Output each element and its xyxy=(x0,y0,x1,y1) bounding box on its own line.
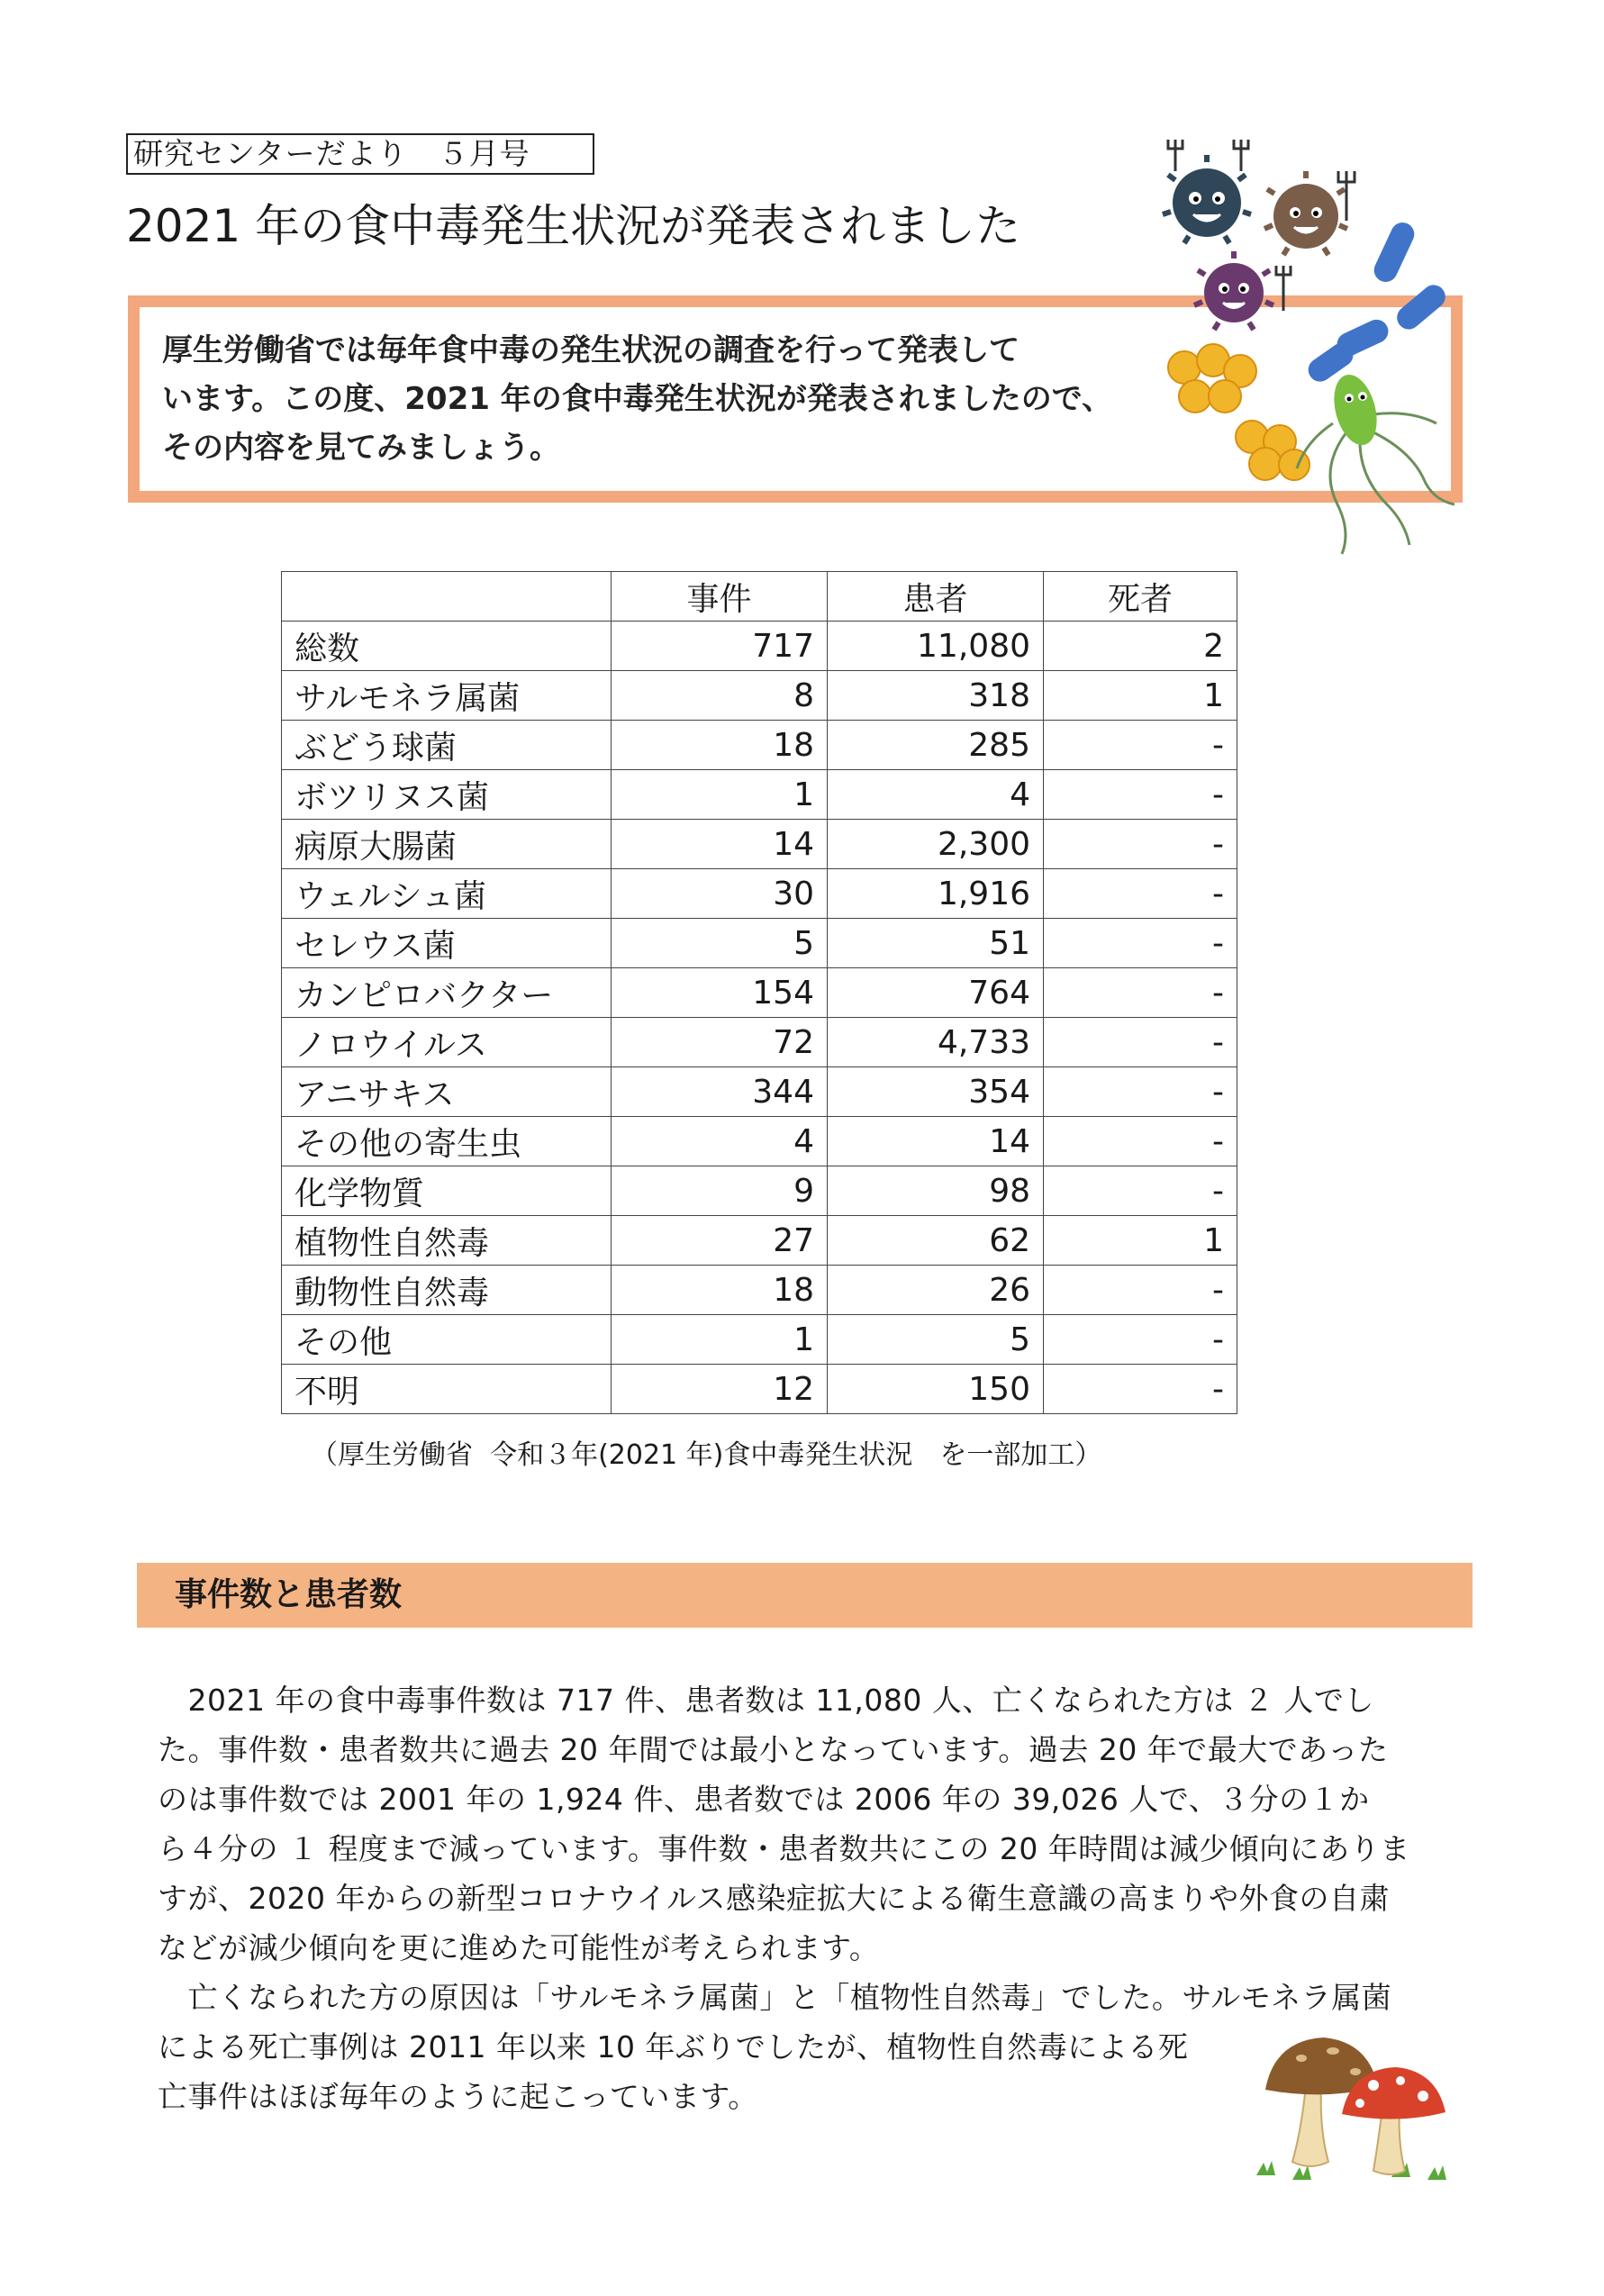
value-cell: 1 xyxy=(612,770,828,820)
body-line: のは事件数では 2001 年の 1,924 件、患者数では 2006 年の 39,026 人で、３分の１か xyxy=(158,1782,1370,1817)
category-cell: 動物性自然毒 xyxy=(282,1266,612,1315)
value-cell: - xyxy=(1044,1067,1237,1117)
category-cell: カンピロバクター xyxy=(282,968,612,1018)
value-cell: 717 xyxy=(612,622,828,671)
table-row xyxy=(282,1117,1237,1166)
table-row xyxy=(282,968,1237,1018)
body-line: ら４分の １ 程度まで減っています。事件数・患者数共にこの 20 年時間は減少傾向にありま xyxy=(158,1831,1410,1866)
intro-line: います。この度、2021 年の食中毒発生状況が発表されましたので、 xyxy=(162,381,1113,417)
column-header: 死者 xyxy=(1044,572,1237,622)
value-cell: 14 xyxy=(612,820,828,869)
category-cell: セレウス菌 xyxy=(282,919,612,968)
value-cell: 4,733 xyxy=(828,1018,1044,1067)
section-heading: 事件数と患者数 xyxy=(175,1576,403,1613)
table-header-row xyxy=(282,572,1237,622)
category-cell: その他 xyxy=(282,1315,612,1365)
category-cell: 植物性自然毒 xyxy=(282,1216,612,1266)
value-cell: - xyxy=(1044,1166,1237,1216)
table-row xyxy=(282,1166,1237,1216)
value-cell: 1 xyxy=(612,1315,828,1365)
category-cell: アニサキス xyxy=(282,1067,612,1117)
table-row xyxy=(282,770,1237,820)
value-cell: 1 xyxy=(1044,671,1237,721)
value-cell: 9 xyxy=(612,1166,828,1216)
column-header xyxy=(282,572,612,622)
germ-characters-illustration xyxy=(1157,135,1464,558)
value-cell: - xyxy=(1044,1315,1237,1365)
body-line: などが減少傾向を更に進めた可能性が考えられます。 xyxy=(158,1930,880,1965)
value-cell: - xyxy=(1044,1117,1237,1166)
table-row xyxy=(282,869,1237,919)
body-line: すが、2020 年からの新型コロナウイルス感染症拡大による衛生意識の高まりや外食の自粛 xyxy=(158,1881,1390,1916)
category-cell: 化学物質 xyxy=(282,1166,612,1216)
table-row xyxy=(282,820,1237,869)
body-line: 亡事件はほぼ毎年のように起こっています。 xyxy=(158,2079,758,2114)
category-cell: サルモネラ属菌 xyxy=(282,671,612,721)
value-cell: 14 xyxy=(828,1117,1044,1166)
column-header: 患者 xyxy=(828,572,1044,622)
value-cell: 1,916 xyxy=(828,869,1044,919)
value-cell: 26 xyxy=(828,1266,1044,1315)
value-cell: 5 xyxy=(612,919,828,968)
value-cell: 8 xyxy=(612,671,828,721)
table-row xyxy=(282,1365,1237,1414)
value-cell: 51 xyxy=(828,919,1044,968)
value-cell: 154 xyxy=(612,968,828,1018)
table-row xyxy=(282,671,1237,721)
section-body xyxy=(158,1675,1410,2121)
intro-line: その内容を見てみましょう。 xyxy=(162,430,560,466)
value-cell: 318 xyxy=(828,671,1044,721)
category-cell: ウェルシュ菌 xyxy=(282,869,612,919)
table-row xyxy=(282,919,1237,968)
value-cell: 98 xyxy=(828,1166,1044,1216)
page-title: 2021 年の食中毒発生状況が発表されました xyxy=(126,200,1021,252)
table-row xyxy=(282,1018,1237,1067)
table-row xyxy=(282,622,1237,671)
value-cell: 62 xyxy=(828,1216,1044,1266)
value-cell: 2 xyxy=(1044,622,1237,671)
newsletter-tag: 研究センターだより ５月号 xyxy=(126,133,594,175)
mushroom-illustration xyxy=(1256,2031,1464,2184)
value-cell: - xyxy=(1044,968,1237,1018)
value-cell: - xyxy=(1044,919,1237,968)
value-cell: 18 xyxy=(612,1266,828,1315)
value-cell: 12 xyxy=(612,1365,828,1414)
category-cell: 病原大腸菌 xyxy=(282,820,612,869)
table-row xyxy=(282,1216,1237,1266)
value-cell: 30 xyxy=(612,869,828,919)
value-cell: 4 xyxy=(828,770,1044,820)
category-cell: その他の寄生虫 xyxy=(282,1117,612,1166)
category-cell: ぶどう球菌 xyxy=(282,721,612,770)
value-cell: 27 xyxy=(612,1216,828,1266)
table-source-note: （厚生労働省 令和３年(2021 年)食中毒発生状況 を一部加工） xyxy=(311,1439,1102,1471)
body-line: による死亡事例は 2011 年以来 10 年ぶりでしたが、植物性自然毒による死 xyxy=(158,2029,1189,2065)
intro-text xyxy=(162,326,1207,472)
table-row xyxy=(282,721,1237,770)
table-row xyxy=(282,1266,1237,1315)
body-line: 亡くなられた方の原因は「サルモネラ属菌」と「植物性自然毒」でした。サルモネラ属菌 xyxy=(158,1980,1392,2015)
category-cell: ボツリヌス菌 xyxy=(282,770,612,820)
value-cell: 150 xyxy=(828,1365,1044,1414)
value-cell: 5 xyxy=(828,1315,1044,1365)
category-cell: 不明 xyxy=(282,1365,612,1414)
value-cell: - xyxy=(1044,1018,1237,1067)
value-cell: - xyxy=(1044,1266,1237,1315)
value-cell: 285 xyxy=(828,721,1044,770)
value-cell: - xyxy=(1044,1365,1237,1414)
value-cell: 354 xyxy=(828,1067,1044,1117)
column-header: 事件 xyxy=(612,572,828,622)
value-cell: - xyxy=(1044,721,1237,770)
table-row xyxy=(282,1067,1237,1117)
table-row xyxy=(282,1315,1237,1365)
value-cell: - xyxy=(1044,820,1237,869)
category-cell: ノロウイルス xyxy=(282,1018,612,1067)
food-poisoning-stats-table xyxy=(281,571,1237,1414)
value-cell: 2,300 xyxy=(828,820,1044,869)
section-heading-band xyxy=(137,1563,1473,1628)
category-cell: 総数 xyxy=(282,622,612,671)
value-cell: - xyxy=(1044,770,1237,820)
value-cell: 764 xyxy=(828,968,1044,1018)
value-cell: 4 xyxy=(612,1117,828,1166)
value-cell: 344 xyxy=(612,1067,828,1117)
value-cell: 72 xyxy=(612,1018,828,1067)
value-cell: 18 xyxy=(612,721,828,770)
body-line: 2021 年の食中毒事件数は 717 件、患者数は 11,080 人、亡くなられた方は ２ 人でし xyxy=(158,1683,1374,1718)
value-cell: - xyxy=(1044,869,1237,919)
value-cell: 11,080 xyxy=(828,622,1044,671)
value-cell: 1 xyxy=(1044,1216,1237,1266)
body-line: た。事件数・患者数共に過去 20 年間では最小となっています。過去 20 年で最大であった xyxy=(158,1732,1389,1767)
intro-line: 厚生労働省では毎年食中毒の発生状況の調査を行って発表して xyxy=(162,332,1019,368)
